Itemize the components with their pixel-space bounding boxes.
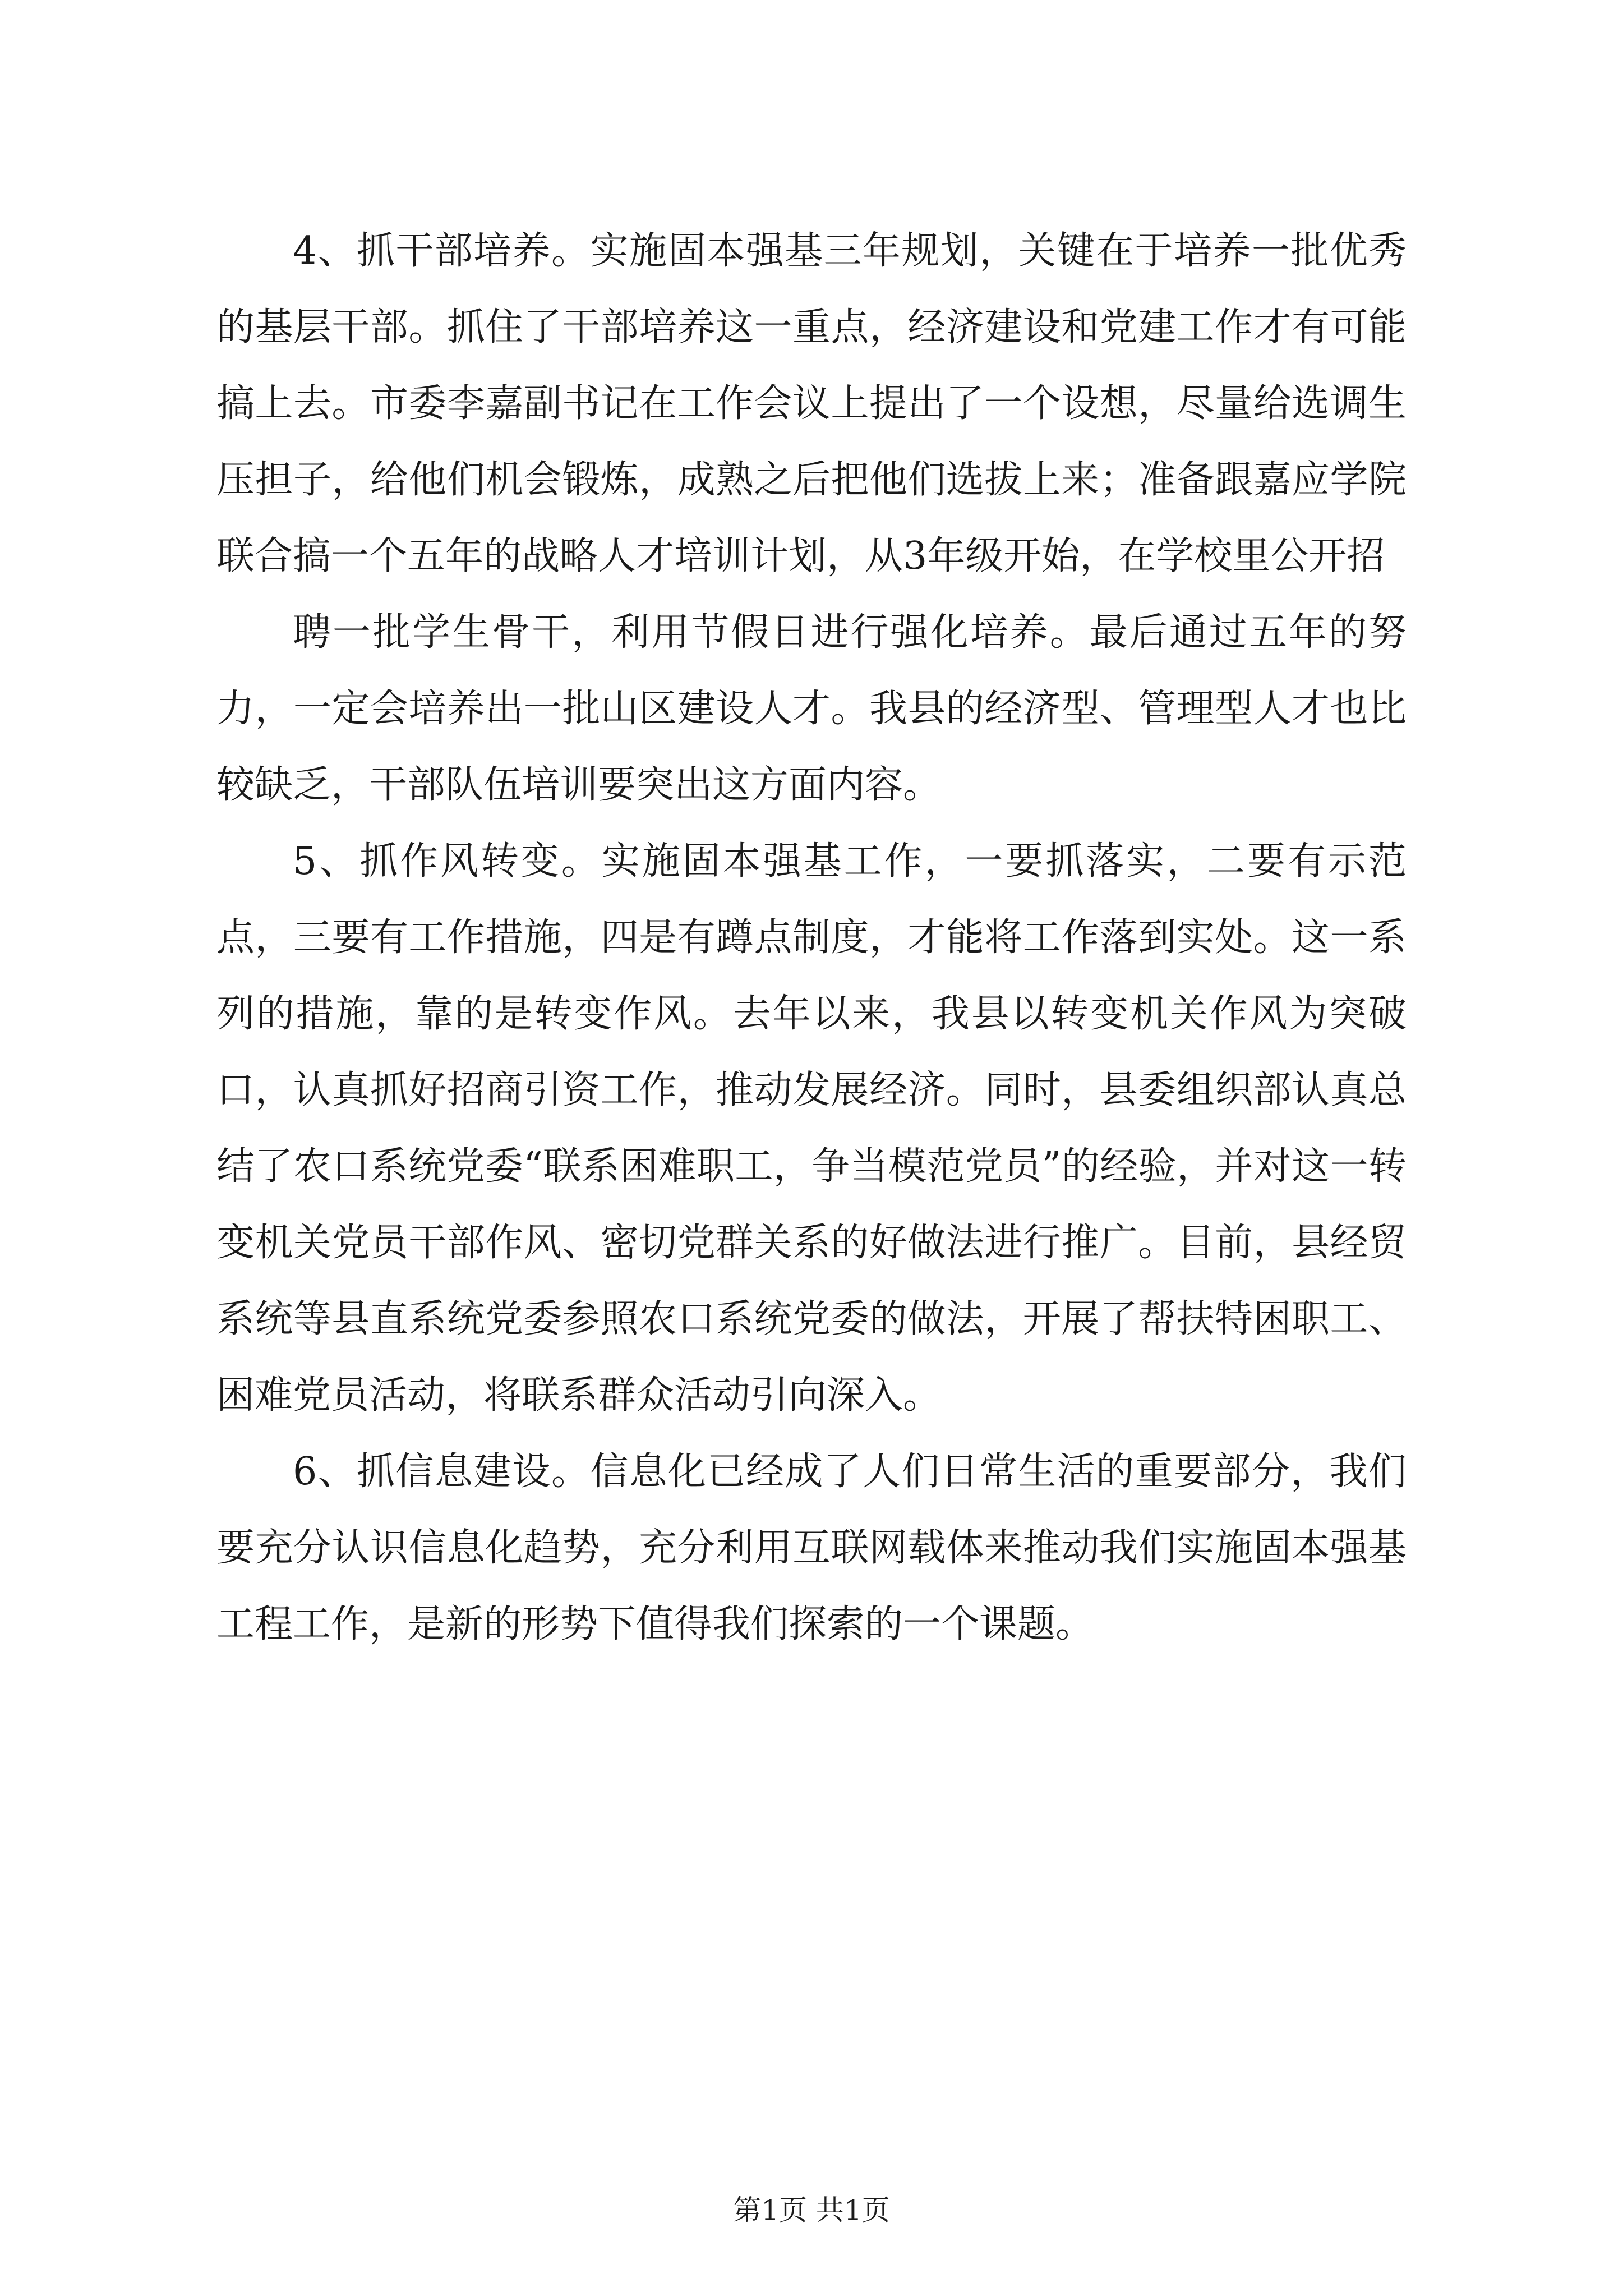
paragraph-cadre-training: 4、抓干部培养。实施固本强基三年规划，关键在于培养一批优秀的基层干部。抓住了干部培养这一重点，经济建设和党建工作才有可能搞上去。市委李嘉副书记在工作会议上提出了一个设想，尽量给选调生压担子，给他们机会锻炼，成熟之后把他们选拔上来；准备跟嘉应学院联合搞一个五年的战略人才培训计划，从3年级开始，在学校里公开招 — [216, 229, 1407, 578]
paragraph-cadre-training-continued: 聘一批学生骨干，利用节假日进行强化培养。最后通过五年的努力，一定会培养出一批山区建设人才。我县的经济型、管理型人才也比较缺乏，干部队伍培训要突出这方面内容。 — [216, 610, 1407, 807]
paragraph-information-construction: 6、抓信息建设。信息化已经成了人们日常生活的重要部分，我们要充分认识信息化趋势，充分利用互联网载体来推动我们实施固本强基工程工作，是新的形势下值得我们探索的一个课题。 — [216, 1450, 1407, 1646]
document-body — [216, 213, 1407, 1663]
paragraph-work-style: 5、抓作风转变。实施固本强基工作，一要抓落实，二要有示范点，三要有工作措施，四是有蹲点制度，才能将工作落到实处。这一系列的措施，靠的是转变作风。去年以来，我县以转变机关作风为突破口，认真抓好招商引资工作，推动发展经济。同时，县委组织部认真总结了农口系统党委“联系困难职工，争当模范党员”的经验，并对这一转变机关党员干部作风、密切党群关系的好做法进行推广。目前，县经贸系统等县直系统党委参照农口系统党委的做法，开展了帮扶特困职工、困难党员活动，将联系群众活动引向深入。 — [216, 839, 1407, 1418]
page-footer: 第1页 共1页 — [733, 2194, 890, 2226]
